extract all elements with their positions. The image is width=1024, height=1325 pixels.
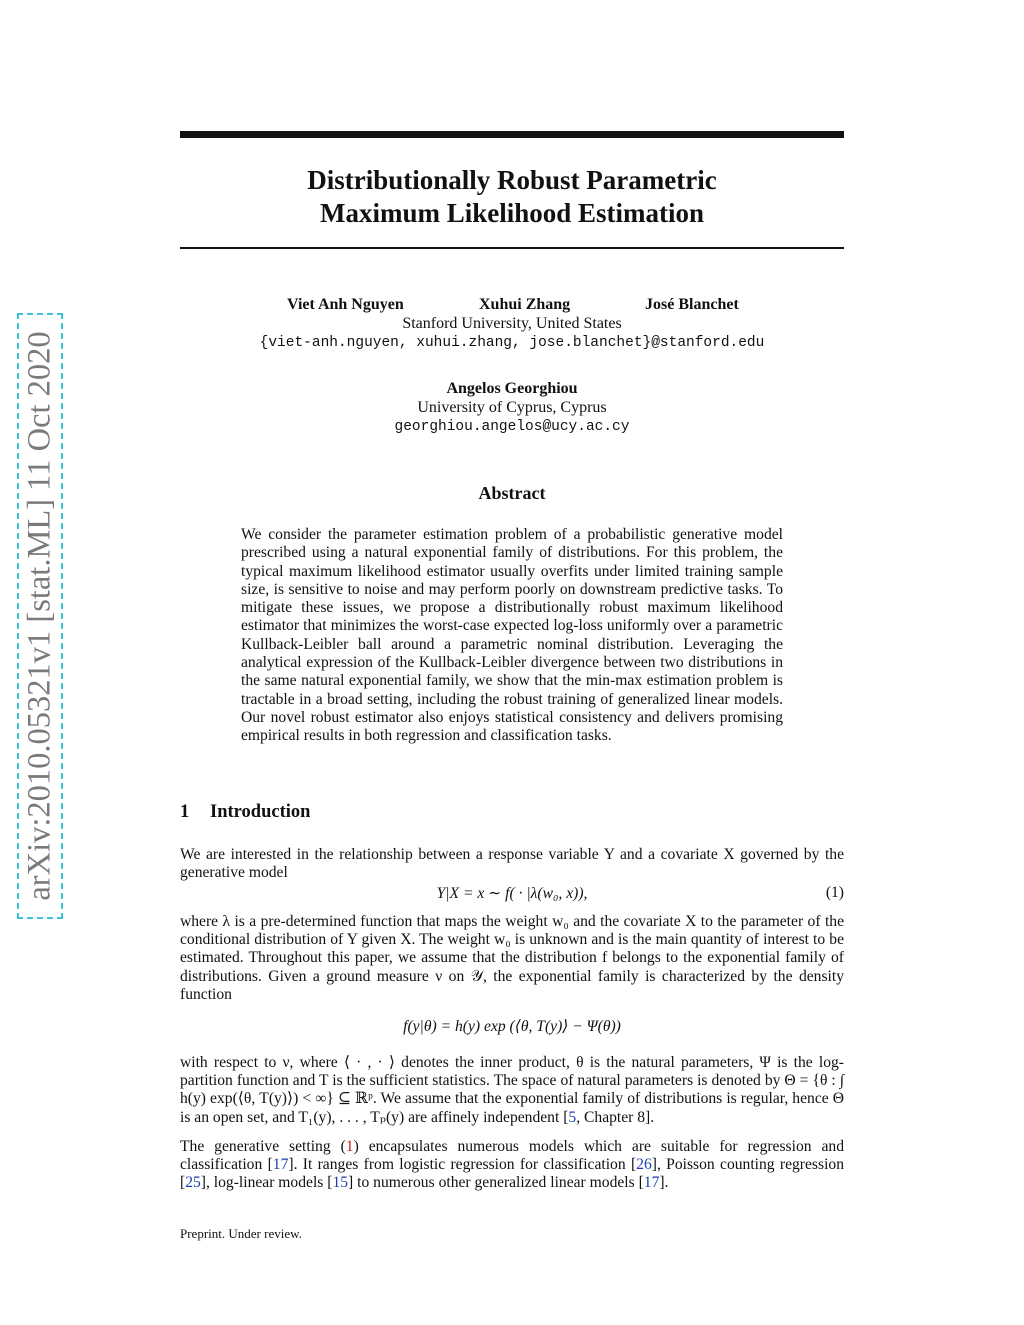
abstract-text: We consider the parameter estimation problem of a probabilistic generative model prescribed using a natural exponential family of distributions. For this problem, the typical maximum likelihood estimator usually overfits under limited training sample size, is sensitive to noise and may perform poorly on downstream predictive tasks. To mitigate these issues, we propose a distributionally robust maximum likelihood estimator that minimizes the worst-case expected log-loss uniformly over a parametric Kullback-Leibler ball around a parametric nominal distribution. Leveraging the analytical expression of the Kullback-Leibler divergence between two distributions in the same natural exponential family, we show that the min-max estimation problem is tractable in a broad setting, including the robust training of generalized linear models. Our novel robust estimator also enjoys statistical consistency and delivers promising empirical results in both regression and classification tasks. — [241, 526, 783, 745]
footer-note: Preprint. Under review. — [180, 1226, 302, 1241]
arxiv-stamp-text: arXiv:2010.05321v1 [stat.ML] 11 Oct 2020 — [21, 331, 58, 901]
arxiv-stamp — [17, 313, 63, 919]
equation-2: f(y|θ) = h(y) exp (⟨θ, T(y)⟩ − Ψ(θ)) — [403, 1018, 621, 1035]
author-1: Viet Anh Nguyen — [287, 296, 404, 313]
p3-part-d: ], Poisson counting regression [ — [180, 1156, 844, 1192]
citation-25[interactable]: 25 — [185, 1174, 201, 1192]
section-title: Introduction — [210, 802, 311, 822]
citation-15[interactable]: 15 — [332, 1174, 349, 1192]
p3-part-f: ] to numerous other generalized linear models [ — [348, 1174, 644, 1192]
p3-part-a: The generative setting ( — [180, 1138, 346, 1155]
p2-text: with respect to ν, where ⟨ · , · ⟩ denotes the inner product, θ is the natural parameters, Ψ is the log-partition function and T is the sufficient statistics. The space of natural parameters is denoted by Θ = {θ : ∫ h(y) exp(⟨θ, T(y)⟩) < ∞} ⊆ ℝᵖ. We assume that the exponential family of distributions is regular, hence Θ is an open set, and T₁(y), . . . , Tₚ(y) are affinely independent [ — [180, 1054, 844, 1126]
intro-paragraph-3 — [180, 1138, 844, 1193]
title-top-rule — [180, 131, 844, 138]
intro-paragraph-1: We are interested in the relationship between a response variable Y and a covariate X governed by the generative model — [180, 846, 844, 882]
email-2: georghiou.angelos@ucy.ac.cy — [394, 419, 630, 435]
title-line-2: Maximum Likelihood Estimation — [319, 198, 705, 228]
author-2: Xuhui Zhang — [479, 296, 571, 313]
citation-17[interactable]: 17 — [272, 1156, 289, 1174]
p3-part-c: ]. It ranges from logistic regression for classification [ — [288, 1156, 637, 1174]
title-line-1: Distributionally Robust Parametric — [307, 165, 717, 195]
author-3: José Blanchet — [645, 296, 739, 313]
intro-paragraph-1-body: where λ is a pre-determined function that maps the weight w₀ and the covariate X to the parameter of the conditional distribution of Y given X. The weight w₀ is unknown and is the main quantity of interest to be estimated. Throughout this paper, we assume that the distribution f belongs to the exponential family of distributions. Given a ground measure ν on 𝒴, the exponential family is characterized by the density function — [180, 913, 844, 1003]
abstract-heading: Abstract — [478, 483, 546, 503]
citation-26[interactable]: 26 — [636, 1156, 652, 1174]
title-bottom-rule — [180, 247, 844, 249]
citation-5[interactable]: 5 — [568, 1108, 577, 1126]
p3-part-e: ], log-linear models [ — [200, 1174, 333, 1192]
section-number: 1 — [180, 802, 190, 822]
p3-part-b: ) encapsulates numerous models which are suitable for regression and classification [ — [180, 1138, 844, 1174]
equation-1: Y|X = x ∼ f( · |λ(w₀, x)), — [436, 885, 588, 902]
p2-end: , Chapter 8]. — [576, 1108, 655, 1126]
author-4: Angelos Georghiou — [446, 380, 578, 397]
section-heading — [180, 802, 310, 823]
citation-17b[interactable]: 17 — [643, 1174, 660, 1192]
affiliation-1: Stanford University, United States — [402, 315, 622, 332]
intro-paragraph-2 — [180, 1054, 844, 1127]
affiliation-2: University of Cyprus, Cyprus — [417, 399, 607, 416]
equation-1-number: (1) — [825, 884, 844, 901]
paper-title — [180, 164, 844, 230]
p3-part-g: ]. — [659, 1174, 669, 1192]
equation-ref-1[interactable]: 1 — [345, 1138, 354, 1155]
email-1: {viet-anh.nguyen, xuhui.zhang, jose.blanchet}@stanford.edu — [259, 335, 765, 351]
